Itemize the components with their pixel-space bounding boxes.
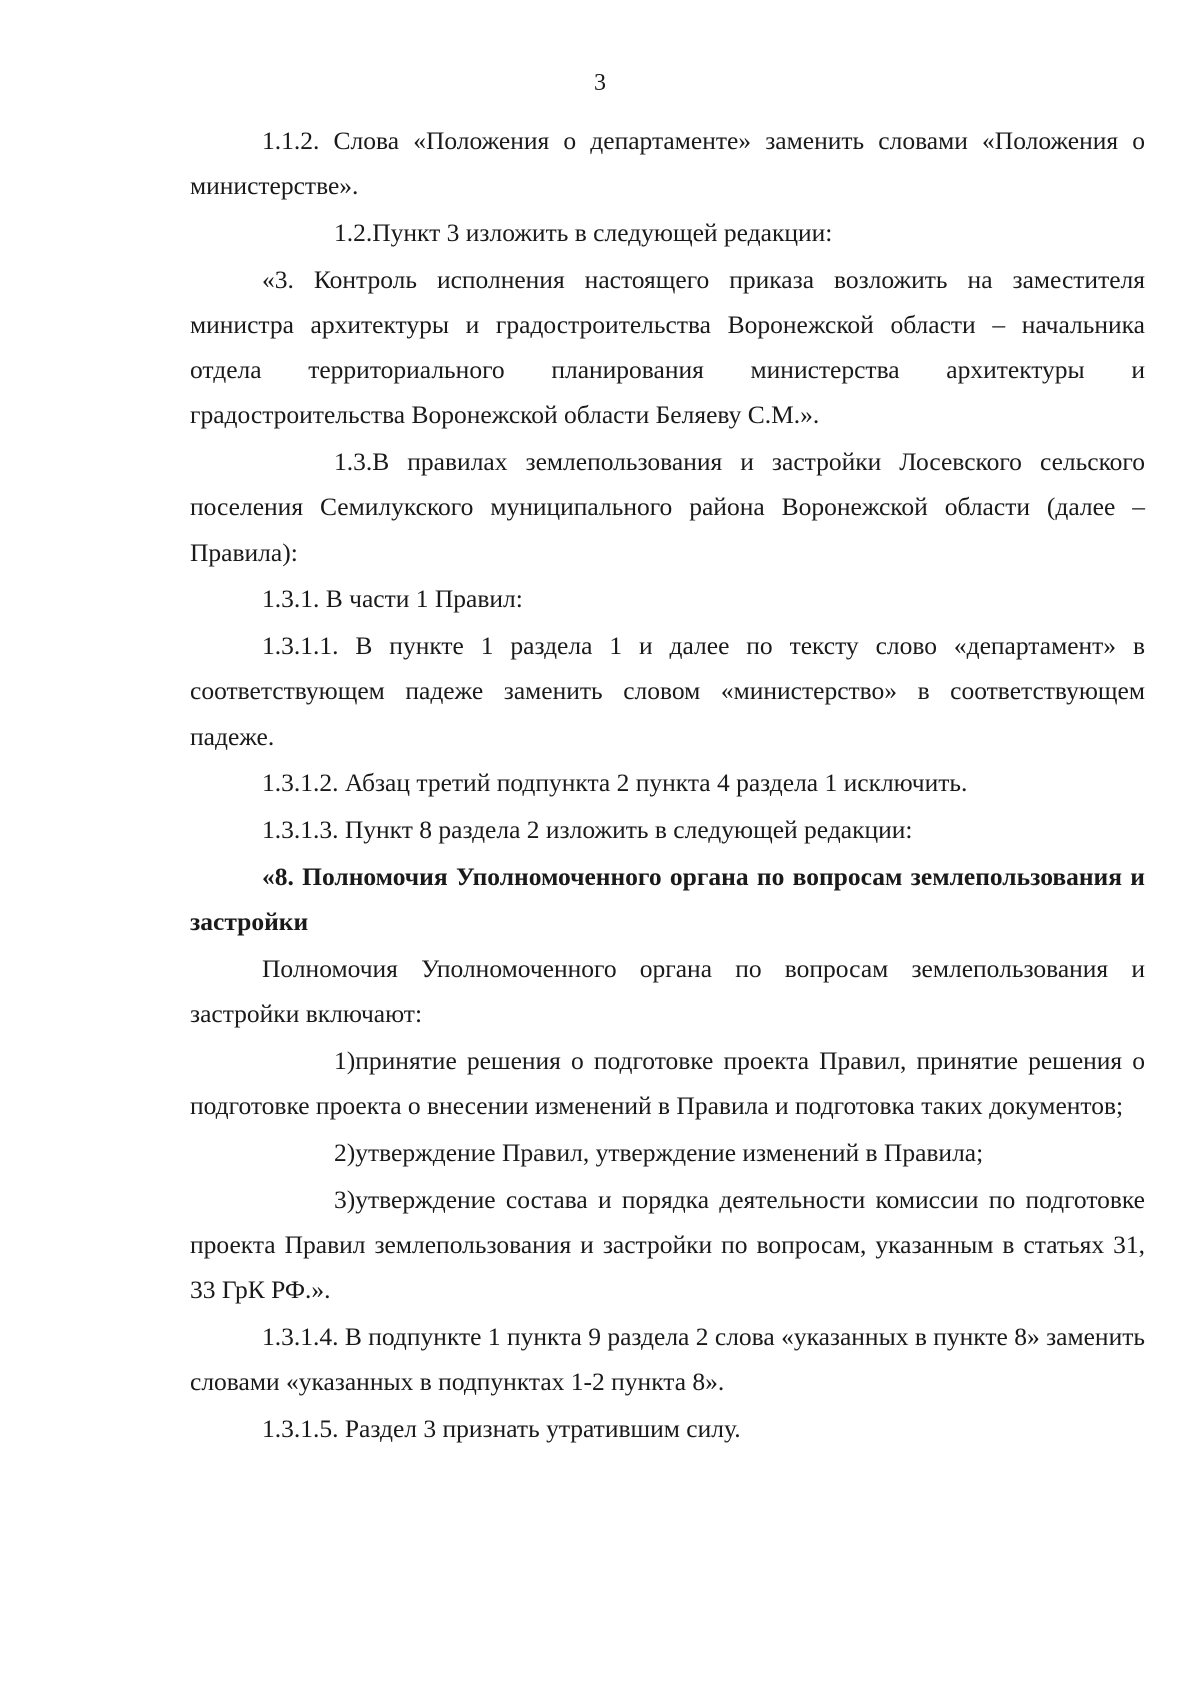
paragraph-powers-intro: Полномочия Уполномоченного органа по вопросам землепользования и застройки включают: [190, 954, 1145, 1029]
paragraph-text: В правилах землепользования и застройки Лосевского сельского поселения Семилукского муниципального района Воронежской области (далее – Правила): [190, 447, 1145, 567]
paragraph-1-3-1-5: 1.3.1.5. Раздел 3 признать утратившим силу. [262, 1414, 741, 1443]
paragraph-1-3-1-2: 1.3.1.2. Абзац третий подпункта 2 пункта 4 раздела 1 исключить. [262, 768, 968, 798]
list-item-text: утверждение Правил, утверждение изменений в Правила; [355, 1138, 984, 1167]
paragraph-1-1-2: 1.1.2. Слова «Положения о департаменте» заменить словами «Положения о министерстве». [190, 126, 1145, 201]
paragraph-number: 1.3. [334, 447, 373, 477]
paragraph-1-3 [190, 439, 1145, 575]
paragraph-text: Пункт 3 изложить в следующей редакции: [372, 218, 833, 247]
list-item-1 [190, 1038, 1145, 1128]
paragraph-quote-3: «3. Контроль исполнения настоящего приказа возложить на заместителя министра архитектуры и градостроительства Воронежской области – начальника отдела территориального планирования министерства архитектуры и градостроительства Воронежской области Беляеву С.М.». [190, 264, 1145, 430]
list-item-text: утверждение состава и порядка деятельности комиссии по подготовке проекта Правил землепользования и застройки по вопросам, указанным в статьях 31, 33 ГрК РФ.». [190, 1184, 1145, 1305]
paragraph-1-3-1-1: 1.3.1.1. В пункте 1 раздела 1 и далее по тексту слово «департамент» в соответствующем падеже заменить словом «министерство» в соответствующем падеже. [190, 631, 1145, 751]
paragraph-1-2 [190, 210, 1145, 255]
list-item-number: 2) [334, 1138, 356, 1167]
section-8-heading: «8. Полномочия Уполномоченного органа по вопросам землепользования и застройки [190, 862, 1145, 937]
paragraph-1-3-1-4: 1.3.1.4. В подпункте 1 пункта 9 раздела 2 слова «указанных в пункте 8» заменить словами «указанных в подпунктах 1-2 пункта 8». [190, 1322, 1145, 1397]
paragraph-1-3-1-3: 1.3.1.3. Пункт 8 раздела 2 изложить в следующей редакции: [262, 815, 913, 845]
list-item-3 [190, 1177, 1145, 1313]
paragraph-number: 1.2. [334, 218, 373, 247]
page-number: 3 [594, 70, 606, 96]
document-body [190, 118, 1145, 1453]
list-item-number: 1) [334, 1046, 356, 1075]
list-item-2 [190, 1130, 1145, 1175]
list-item-text: принятие решения о подготовке проекта Правил, принятие решения о подготовке проекта о внесении изменений в Правила и подготовка таких документов; [190, 1046, 1145, 1121]
paragraph-1-3-1: 1.3.1. В части 1 Правил: [262, 584, 523, 614]
list-item-number: 3) [334, 1184, 356, 1214]
